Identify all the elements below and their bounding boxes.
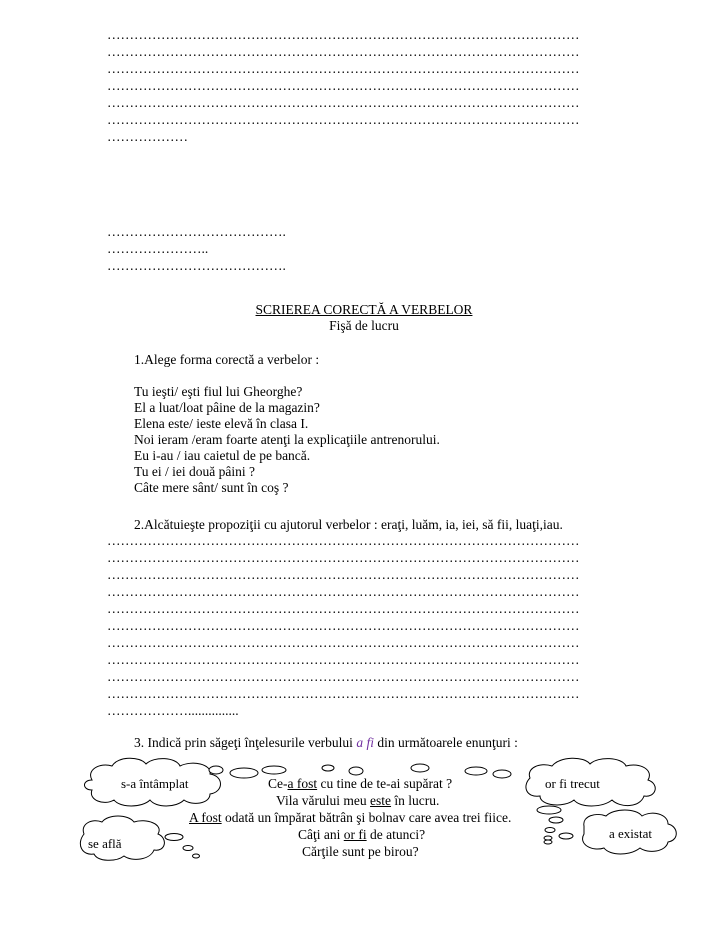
answer-line: …………………………………………………………………………………………… xyxy=(107,669,580,684)
sentence-text: în lucru. xyxy=(391,793,440,808)
dotted-line: …………………………………. xyxy=(107,224,286,239)
cloud-label: a existat xyxy=(609,826,652,841)
sentence-text: Vila vărului meu xyxy=(276,793,371,808)
sentence xyxy=(189,810,511,826)
dotted-line: ……………… xyxy=(107,129,188,144)
answer-line: …………………………………………………………………………………………… xyxy=(107,686,580,701)
answer-line: …………………………………………………………………………………………… xyxy=(107,601,580,616)
answer-line: …………………………………………………………………………………………… xyxy=(107,584,580,599)
answer-line: …………………………………………………………………………………………… xyxy=(107,652,580,667)
verb-a-fi: a fi xyxy=(356,735,374,750)
answer-line: …………………………………………………………………………………………… xyxy=(107,635,580,650)
verb-underlined: A fost xyxy=(189,810,222,825)
dotted-line: …………………………………………………………………………………………… xyxy=(107,78,580,93)
verb-underlined: a fost xyxy=(287,776,318,791)
sentence-text: Câţi ani xyxy=(298,827,344,842)
sentence-text: Ce- xyxy=(268,776,288,791)
cloud-label: or fi trecut xyxy=(545,776,600,791)
sentence xyxy=(276,793,439,809)
dotted-line: …………………………………………………………………………………………… xyxy=(107,95,580,110)
answer-line: …………………………………………………………………………………………… xyxy=(107,533,580,548)
exercise1-item: Câte mere sânt/ sunt în coş ? xyxy=(134,480,289,495)
page-title: SCRIEREA CORECTĂ A VERBELOR xyxy=(255,302,473,317)
exercise1-item: El a luat/loat pâine de la magazin? xyxy=(134,400,320,415)
prompt-text: 3. Indică prin săgeţi înţelesurile verbului xyxy=(134,735,353,750)
exercise1-prompt: 1.Alege forma corectă a verbelor : xyxy=(134,352,320,367)
page-subtitle: Fişă de lucru xyxy=(329,318,399,333)
exercise2-prompt: 2.Alcătuieşte propoziţii cu ajutorul verbelor : eraţi, luăm, ia, iei, să fii, luaţi,iau. xyxy=(134,517,563,532)
dotted-line: ………………….. xyxy=(107,241,209,256)
exercise1-item: Noi ieram /eram foarte atenţi la explicaţiile antrenorului. xyxy=(134,432,440,447)
dotted-line: …………………………………………………………………………………………… xyxy=(107,44,580,59)
answer-line: …………………………………………………………………………………………… xyxy=(107,618,580,633)
dotted-line: …………………………………………………………………………………………… xyxy=(107,27,580,42)
sentence xyxy=(268,776,452,792)
sentence-text: de atunci? xyxy=(366,827,426,842)
exercise1-item: Tu ei / iei două pâini ? xyxy=(134,464,255,479)
verb-underlined: or fi xyxy=(343,827,367,842)
exercise1-item: Elena este/ ieste elevă în clasa I. xyxy=(134,416,309,431)
answer-line: …………………………………………………………………………………………… xyxy=(107,567,580,582)
cloud-label: s-a întâmplat xyxy=(121,776,189,791)
sentence: Cărţile sunt pe birou? xyxy=(302,844,419,859)
sentence-text: odată un împărat bătrân şi bolnav care avea trei fiice. xyxy=(221,810,512,825)
prompt-text: din următoarele enunţuri : xyxy=(373,735,518,750)
cloud-label: se află xyxy=(88,836,122,851)
answer-line: …………………………………………………………………………………………… xyxy=(107,550,580,565)
dotted-line: …………………………………………………………………………………………… xyxy=(107,112,580,127)
dotted-line: …………………………………. xyxy=(107,258,286,273)
sentence-text: cu tine de te-ai supărat ? xyxy=(317,776,453,791)
dotted-line: …………………………………………………………………………………………… xyxy=(107,61,580,76)
answer-line: ………………............... xyxy=(107,703,239,718)
verb-underlined: este xyxy=(370,793,392,808)
exercise1-item: Tu ieşti/ eşti fiul lui Gheorghe? xyxy=(134,384,303,399)
sentence xyxy=(298,827,425,843)
exercise1-item: Eu i-au / iau caietul de pe bancă. xyxy=(134,448,311,463)
